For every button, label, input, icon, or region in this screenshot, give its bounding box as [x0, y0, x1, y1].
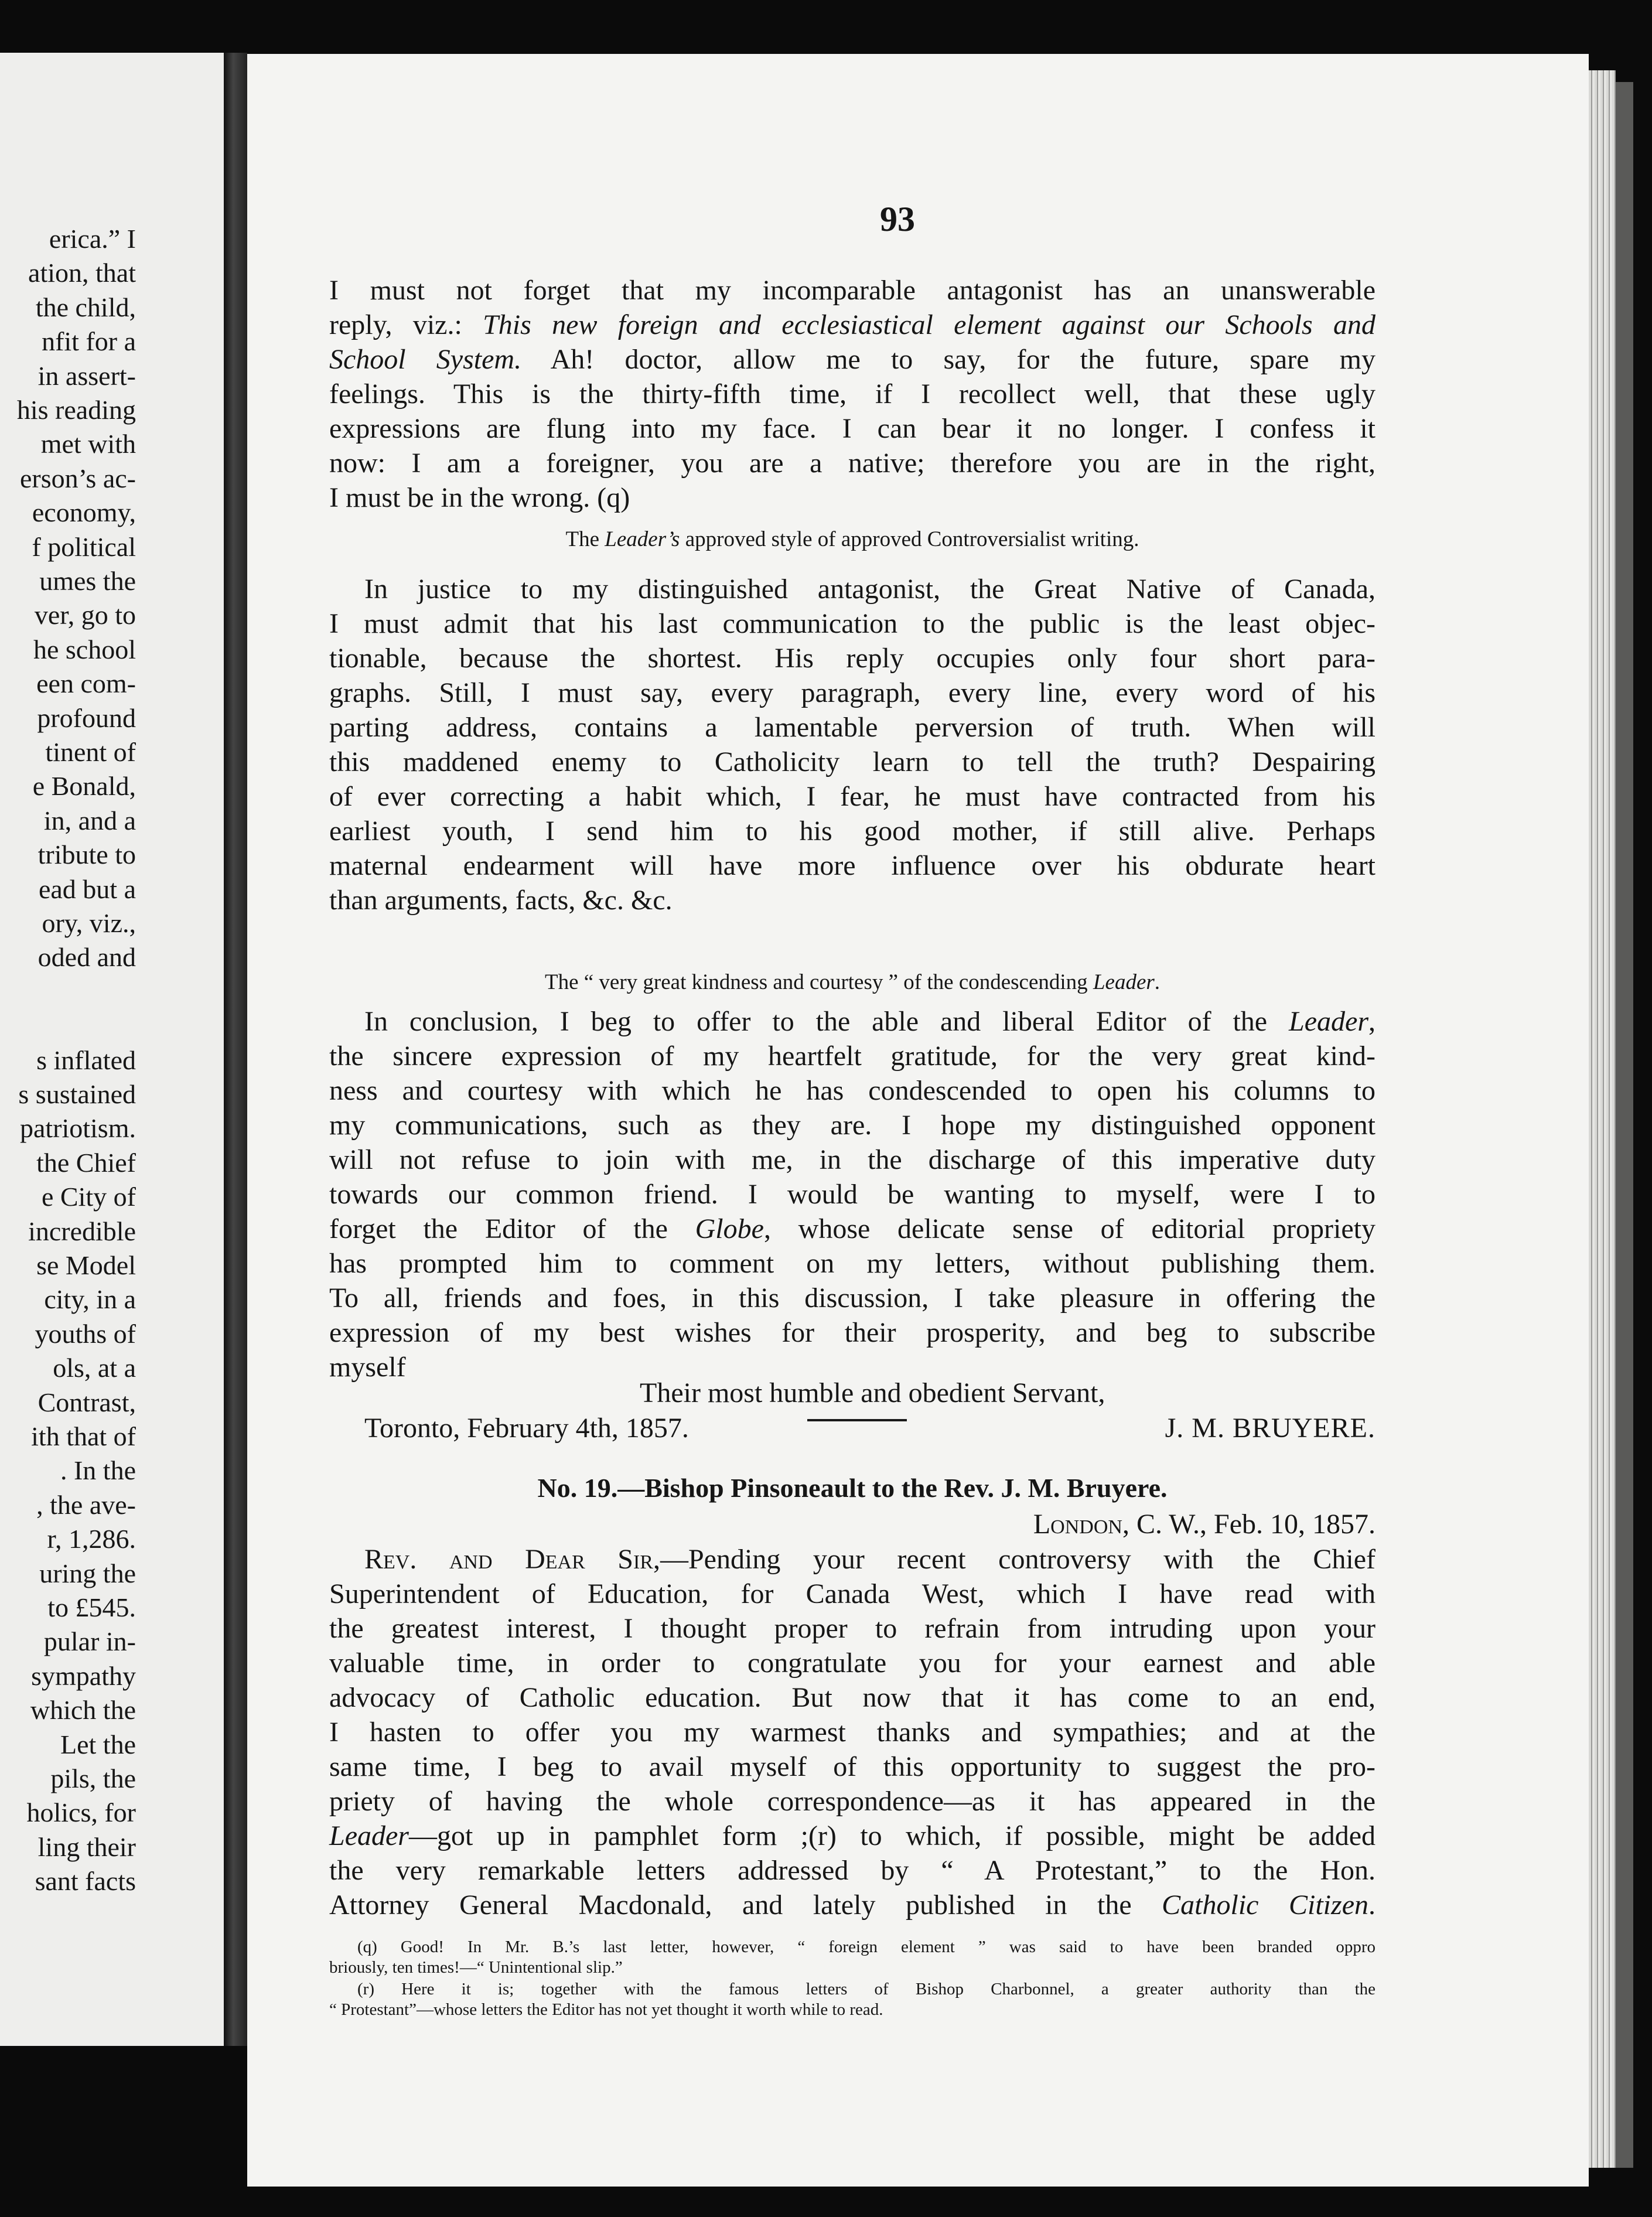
place-name: London [1033, 1509, 1122, 1540]
para4-line9 [329, 1819, 1375, 1853]
para2-line: maternal endearment will have more influence over his obdurate heart [329, 850, 1375, 881]
para4-line7: same time, I beg to avail myself of this opportunity to suggest the pro- [329, 1751, 1375, 1782]
para2-line: of ever correcting a habit which, I fear, he must have contracted from his [329, 781, 1375, 812]
para3-line3: ness and courtesy with which he has condescended to open his columns to [329, 1075, 1375, 1106]
closing-salutation: Their most humble and obedient Servant, [640, 1377, 1105, 1408]
para2-line: tionable, because the shortest. His reply occupies only four short para- [329, 643, 1375, 674]
left-page-line: f political [32, 532, 136, 562]
para4-line2: Superintendent of Education, for Canada West, which I have read with [329, 1578, 1375, 1609]
italic-text: Leader [1289, 1006, 1368, 1037]
left-page-line: r, 1,286. [47, 1524, 136, 1554]
page-number: 93 [880, 200, 915, 238]
para3-line4: my communications, such as they are. I hope my distinguished opponent [329, 1110, 1375, 1141]
left-page-line: profound [37, 703, 136, 733]
left-page-line: the Chief [36, 1148, 136, 1178]
text: , C. W., Feb. 10, 1857. [1122, 1509, 1375, 1540]
left-page-line: s inflated [36, 1045, 136, 1075]
left-page-line: s sustained [18, 1079, 136, 1109]
footnote-q-line1: (q) Good! In Mr. B.’s last letter, however, “ foreign element ” was said to have been branded oppro [357, 1938, 1375, 1956]
para4-line6: I hasten to offer you my warmest thanks and sympathies; and at the [329, 1717, 1375, 1748]
para3-line11: myself [329, 1352, 406, 1383]
caption-leader-style [329, 526, 1375, 553]
signature: J. M. BRUYERE. [1165, 1413, 1375, 1444]
para4-line8: priety of having the whole correspondence—as it has appeared in the [329, 1786, 1375, 1817]
para4-line10: the very remarkable letters addressed by “ A Protestant,” to the Hon. [329, 1855, 1375, 1886]
para1-line1: I must not forget that my incomparable antagonist has an unanswerable [329, 275, 1375, 306]
para4-line5: advocacy of Catholic education. But now that it has come to an end, [329, 1682, 1375, 1713]
para4-line4: valuable time, in order to congratulate you for your earnest and able [329, 1648, 1375, 1679]
salutation: Rev. and Dear Sir, [364, 1544, 660, 1575]
left-page-line: oded and [37, 942, 136, 972]
letter-place-date [1033, 1507, 1375, 1541]
para2-line: parting address, contains a lamentable perversion of truth. When will [329, 712, 1375, 743]
left-page-line: ols, at a [53, 1353, 136, 1383]
left-page-line: e City of [42, 1182, 136, 1212]
italic-text: Leader [329, 1820, 409, 1851]
text: The “ very great kindness and courtesy ” of the condescending [544, 970, 1093, 994]
page-edges [1589, 70, 1616, 2168]
left-page-line: sympathy [31, 1661, 136, 1691]
text: . [1154, 970, 1161, 994]
left-page-line: youths of [35, 1319, 136, 1349]
para3-line8: has prompted him to comment on my letters, without publishing them. [329, 1248, 1375, 1279]
page [247, 54, 1589, 2187]
left-page-line: ling their [37, 1832, 136, 1862]
left-page-line: ver, go to [34, 600, 136, 630]
para1-line6: now: I am a foreigner, you are a native; therefore you are in the right, [329, 448, 1375, 479]
left-page-line: se Model [36, 1250, 136, 1280]
left-page-line: holics, for [26, 1798, 136, 1827]
italic-text: Leader [1093, 970, 1155, 994]
left-page-line: Let the [60, 1730, 136, 1759]
left-page-line: ead but a [38, 874, 136, 904]
para2-line: than arguments, facts, &c. &c. [329, 885, 673, 916]
para4-line11 [329, 1888, 1375, 1922]
left-page-line: city, in a [44, 1284, 136, 1314]
left-page-line: met with [40, 429, 136, 459]
left-page-line: erson’s ac- [20, 463, 136, 493]
para2-line: I must admit that his last communication to the public is the least objec- [329, 608, 1375, 639]
para2-line: graphs. Still, I must say, every paragraph, every line, every word of his [329, 677, 1375, 708]
left-page-line: in assert- [37, 361, 136, 391]
text: Attorney General Macdonald, and lately published in the [329, 1889, 1162, 1921]
quoted-phrase: School System. [329, 344, 522, 375]
place-date: Toronto, February 4th, 1857. [364, 1413, 689, 1444]
para1-line4: feelings. This is the thirty-fifth time, if I recollect well, that these ugly [329, 378, 1375, 410]
text: reply, viz.: [329, 309, 483, 340]
text: Ah! doctor, allow me to say, for the future, spare my [521, 344, 1376, 375]
para3-line7 [329, 1212, 1375, 1246]
para2-line: In justice to my distinguished antagonist, the Great Native of Canada, [364, 574, 1375, 605]
para4-line1 [329, 1542, 1375, 1577]
left-page-line: nfit for a [42, 326, 136, 356]
left-page-line: in, and a [43, 806, 136, 835]
letter-heading: No. 19.—Bishop Pinsoneault to the Rev. J. M. Bruyere. [537, 1473, 1168, 1503]
para2-line: this maddened enemy to Catholicity learn to tell the truth? Despairing [329, 746, 1375, 777]
para1-line3 [329, 342, 1375, 377]
caption-kindness [329, 969, 1375, 996]
text: approved style of approved Controversialist writing. [680, 527, 1139, 551]
text: —Pending your recent controversy with the Chief [660, 1544, 1375, 1575]
footnote-r-line1: (r) Here it is; together with the famous letters of Bishop Charbonnel, a greater authority than the [357, 1980, 1375, 1998]
left-page-line: ation, that [28, 258, 136, 288]
left-page-line: Contrast, [37, 1387, 136, 1417]
para4-line3: the greatest interest, I thought proper to refrain from intruding upon your [329, 1613, 1375, 1644]
para1-line5: expressions are flung into my face. I can bear it no longer. I confess it [329, 413, 1375, 444]
left-page-line: patriotism. [19, 1113, 136, 1143]
section-divider [807, 1419, 907, 1421]
footnote-q-line2: briously, ten times!—“ Unintentional slip.” [329, 1958, 623, 1977]
left-page-line: erica.” I [49, 224, 136, 254]
left-page-line: pils, the [50, 1764, 136, 1793]
para3-line9: To all, friends and foes, in this discussion, I take pleasure in offering the [329, 1283, 1375, 1314]
left-page-line: , the ave- [36, 1490, 136, 1520]
previous-page-fragment [0, 53, 224, 2046]
left-page-line: sant facts [35, 1866, 136, 1896]
para3-line5: will not refuse to join with me, in the discharge of this imperative duty [329, 1144, 1375, 1175]
text: The [565, 527, 605, 551]
left-page-line: economy, [32, 497, 136, 527]
left-page-line: the child, [35, 292, 136, 322]
text: forget the Editor of the [329, 1213, 695, 1244]
quoted-phrase: This new foreign and ecclesiastical element against our Schools and [483, 309, 1375, 340]
left-page-line: ory, viz., [42, 908, 136, 938]
para1-line2 [329, 308, 1375, 342]
text: , [1368, 1006, 1375, 1037]
para3-line6: towards our common friend. I would be wanting to myself, were I to [329, 1179, 1375, 1210]
left-page-line: his reading [16, 395, 136, 425]
left-page-line: to £545. [47, 1592, 136, 1622]
page-edge-shadow [1616, 82, 1633, 2168]
left-page-line: uring the [39, 1558, 136, 1588]
para3-line2: the sincere expression of my heartfelt gratitude, for the very great kind- [329, 1041, 1375, 1072]
footnote-r-line2: “ Protestant”—whose letters the Editor has not yet thought it worth while to read. [329, 2000, 883, 2019]
book-gutter [224, 53, 247, 2046]
left-page-line: een com- [36, 668, 136, 698]
italic-text: Catholic Citizen [1162, 1889, 1368, 1921]
left-page-line: tribute to [37, 840, 136, 869]
text: —got up in pamphlet form ;(r) to which, if possible, might be added [408, 1820, 1375, 1851]
text: . [1368, 1889, 1375, 1921]
left-page-line: . In the [60, 1455, 136, 1485]
para2-line: earliest youth, I send him to his good mother, if still alive. Perhaps [329, 816, 1375, 847]
italic-text: Leader’s [605, 527, 680, 551]
italic-text: Globe [695, 1213, 764, 1244]
text: , whose delicate sense of editorial propriety [763, 1213, 1376, 1244]
left-page-line: incredible [28, 1216, 136, 1246]
left-page-line: e Bonald, [32, 771, 136, 801]
text: In conclusion, I beg to offer to the able and liberal Editor of the [364, 1006, 1289, 1037]
left-page-line: pular in- [43, 1626, 136, 1656]
left-page-line: tinent of [45, 737, 136, 767]
left-page-line: which the [30, 1695, 136, 1725]
left-page-line: he school [33, 635, 136, 664]
para3-line10: expression of my best wishes for their prosperity, and beg to subscribe [329, 1317, 1375, 1348]
para3-line1 [329, 1004, 1375, 1039]
left-page-line: ith that of [31, 1421, 136, 1451]
para1-line7: I must be in the wrong. (q) [329, 482, 630, 513]
left-page-line: umes the [39, 566, 136, 596]
